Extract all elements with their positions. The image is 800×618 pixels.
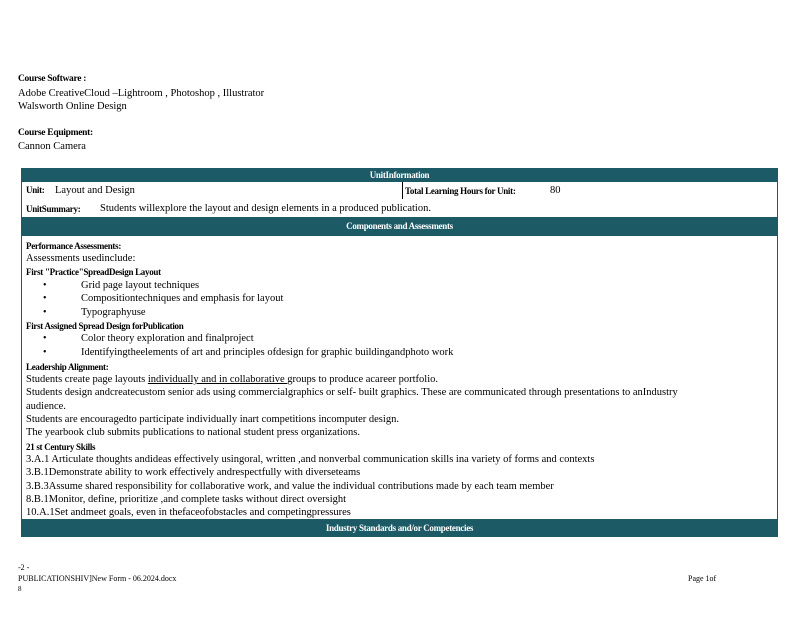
components-header-text: Components and Assessments bbox=[346, 221, 453, 231]
leadership-line-1-pre: Students create page layouts bbox=[26, 374, 148, 385]
leadership-line-1-underline: individually and in collaborative bbox=[147, 374, 288, 385]
skill-item: 8.B.1Monitor, define, prioritize ,and complete tasks without direct oversight bbox=[26, 494, 347, 505]
skill-item: 3.B.3Assume shared responsibility for collaborative work, and value the individual contributions made by each team member bbox=[26, 481, 554, 492]
course-software-line2: Walsworth Online Design bbox=[18, 101, 127, 112]
hours-value: 80 bbox=[550, 185, 561, 196]
skill-item: 10.A.1Set andmeet goals, even in thefaceofobstacles and competingpressures bbox=[26, 507, 351, 518]
leadership-label: Leadership Alignment: bbox=[26, 362, 109, 372]
footer-file-path: PUBLICATIONSHIV]New Form - 06.2024.docx bbox=[18, 574, 177, 583]
unit-value: Layout and Design bbox=[55, 185, 135, 196]
first-practice-label: First "Practice"SpreadDesign Layout bbox=[26, 267, 161, 277]
practice-item: Compositiontechniques and emphasis for layout bbox=[81, 293, 284, 304]
footer-page-of: Page 1of bbox=[688, 574, 717, 583]
unit-summary-label: UnitSummary: bbox=[26, 204, 81, 214]
unit-table bbox=[21, 168, 778, 537]
unit-label-text: Unit: bbox=[26, 185, 45, 195]
course-software-label: Course Software : bbox=[18, 74, 87, 84]
bullet-icon: • bbox=[43, 280, 47, 291]
unit-information-header bbox=[22, 169, 777, 182]
unit-divider bbox=[402, 182, 403, 199]
footer-page-number: -2 - bbox=[18, 563, 30, 572]
course-software-line1: Adobe CreativeCloud –Lightroom , Photoshop , Illustrator bbox=[18, 88, 265, 99]
century-skills-label: 21 st Century Skills bbox=[26, 442, 96, 452]
practice-item: Grid page layout techniques bbox=[81, 280, 200, 291]
leadership-line-4: Students are encouragedto participate individually inart competitions incomputer design. bbox=[26, 414, 399, 425]
assigned-item: Color theory exploration and finalproject bbox=[81, 333, 254, 344]
bullet-icon: • bbox=[43, 333, 47, 344]
skill-item: 3.A.1 Articulate thoughts andideas effectively usingoral, written ,and nonverbal communication skills ina variety of forms and contexts bbox=[26, 454, 595, 465]
leadership-line-1-post: groups to produce acareer portfolio. bbox=[287, 374, 439, 385]
bullet-icon: • bbox=[43, 347, 47, 358]
unit-label bbox=[26, 185, 45, 196]
footer-mark: 8 bbox=[18, 585, 22, 593]
leadership-line-3: audience. bbox=[26, 401, 66, 412]
assigned-item: Identifyingtheelements of art and principles ofdesign for graphic buildingandphoto work bbox=[81, 347, 454, 358]
components-header bbox=[22, 217, 777, 236]
course-equipment-label: Course Equipment: bbox=[18, 128, 93, 138]
performance-label: Performance Assessments: bbox=[26, 241, 122, 251]
bullet-icon: • bbox=[43, 293, 47, 304]
course-equipment-line1: Cannon Camera bbox=[18, 141, 86, 152]
practice-item: Typographyuse bbox=[81, 307, 146, 318]
hours-label: Total Learning Hours for Unit: bbox=[405, 186, 516, 196]
skill-item: 3.B.1Demonstrate ability to work effectively andrespectfully with diverseteams bbox=[26, 467, 361, 478]
bullet-icon: • bbox=[43, 307, 47, 318]
unit-summary-value: Students willexplore the layout and design elements in a produced publication. bbox=[100, 203, 431, 214]
industry-standards-header bbox=[22, 519, 777, 537]
unit-information-header-text: UnitInformation bbox=[369, 170, 430, 180]
leadership-line-2: Students design andcreatecustom senior ads using commercialgraphics or self- built graphics. These are communicated through presentations to anIndustry bbox=[26, 387, 678, 398]
leadership-line-5: The yearbook club submits publications to national student press organizations. bbox=[26, 427, 360, 438]
industry-standards-header-text: Industry Standards and/or Competencies bbox=[325, 523, 474, 533]
leadership-line-1 bbox=[26, 374, 438, 385]
first-assigned-label: First Assigned Spread Design forPublication bbox=[26, 321, 184, 331]
assessments-used: Assessments usedinclude: bbox=[26, 253, 136, 264]
